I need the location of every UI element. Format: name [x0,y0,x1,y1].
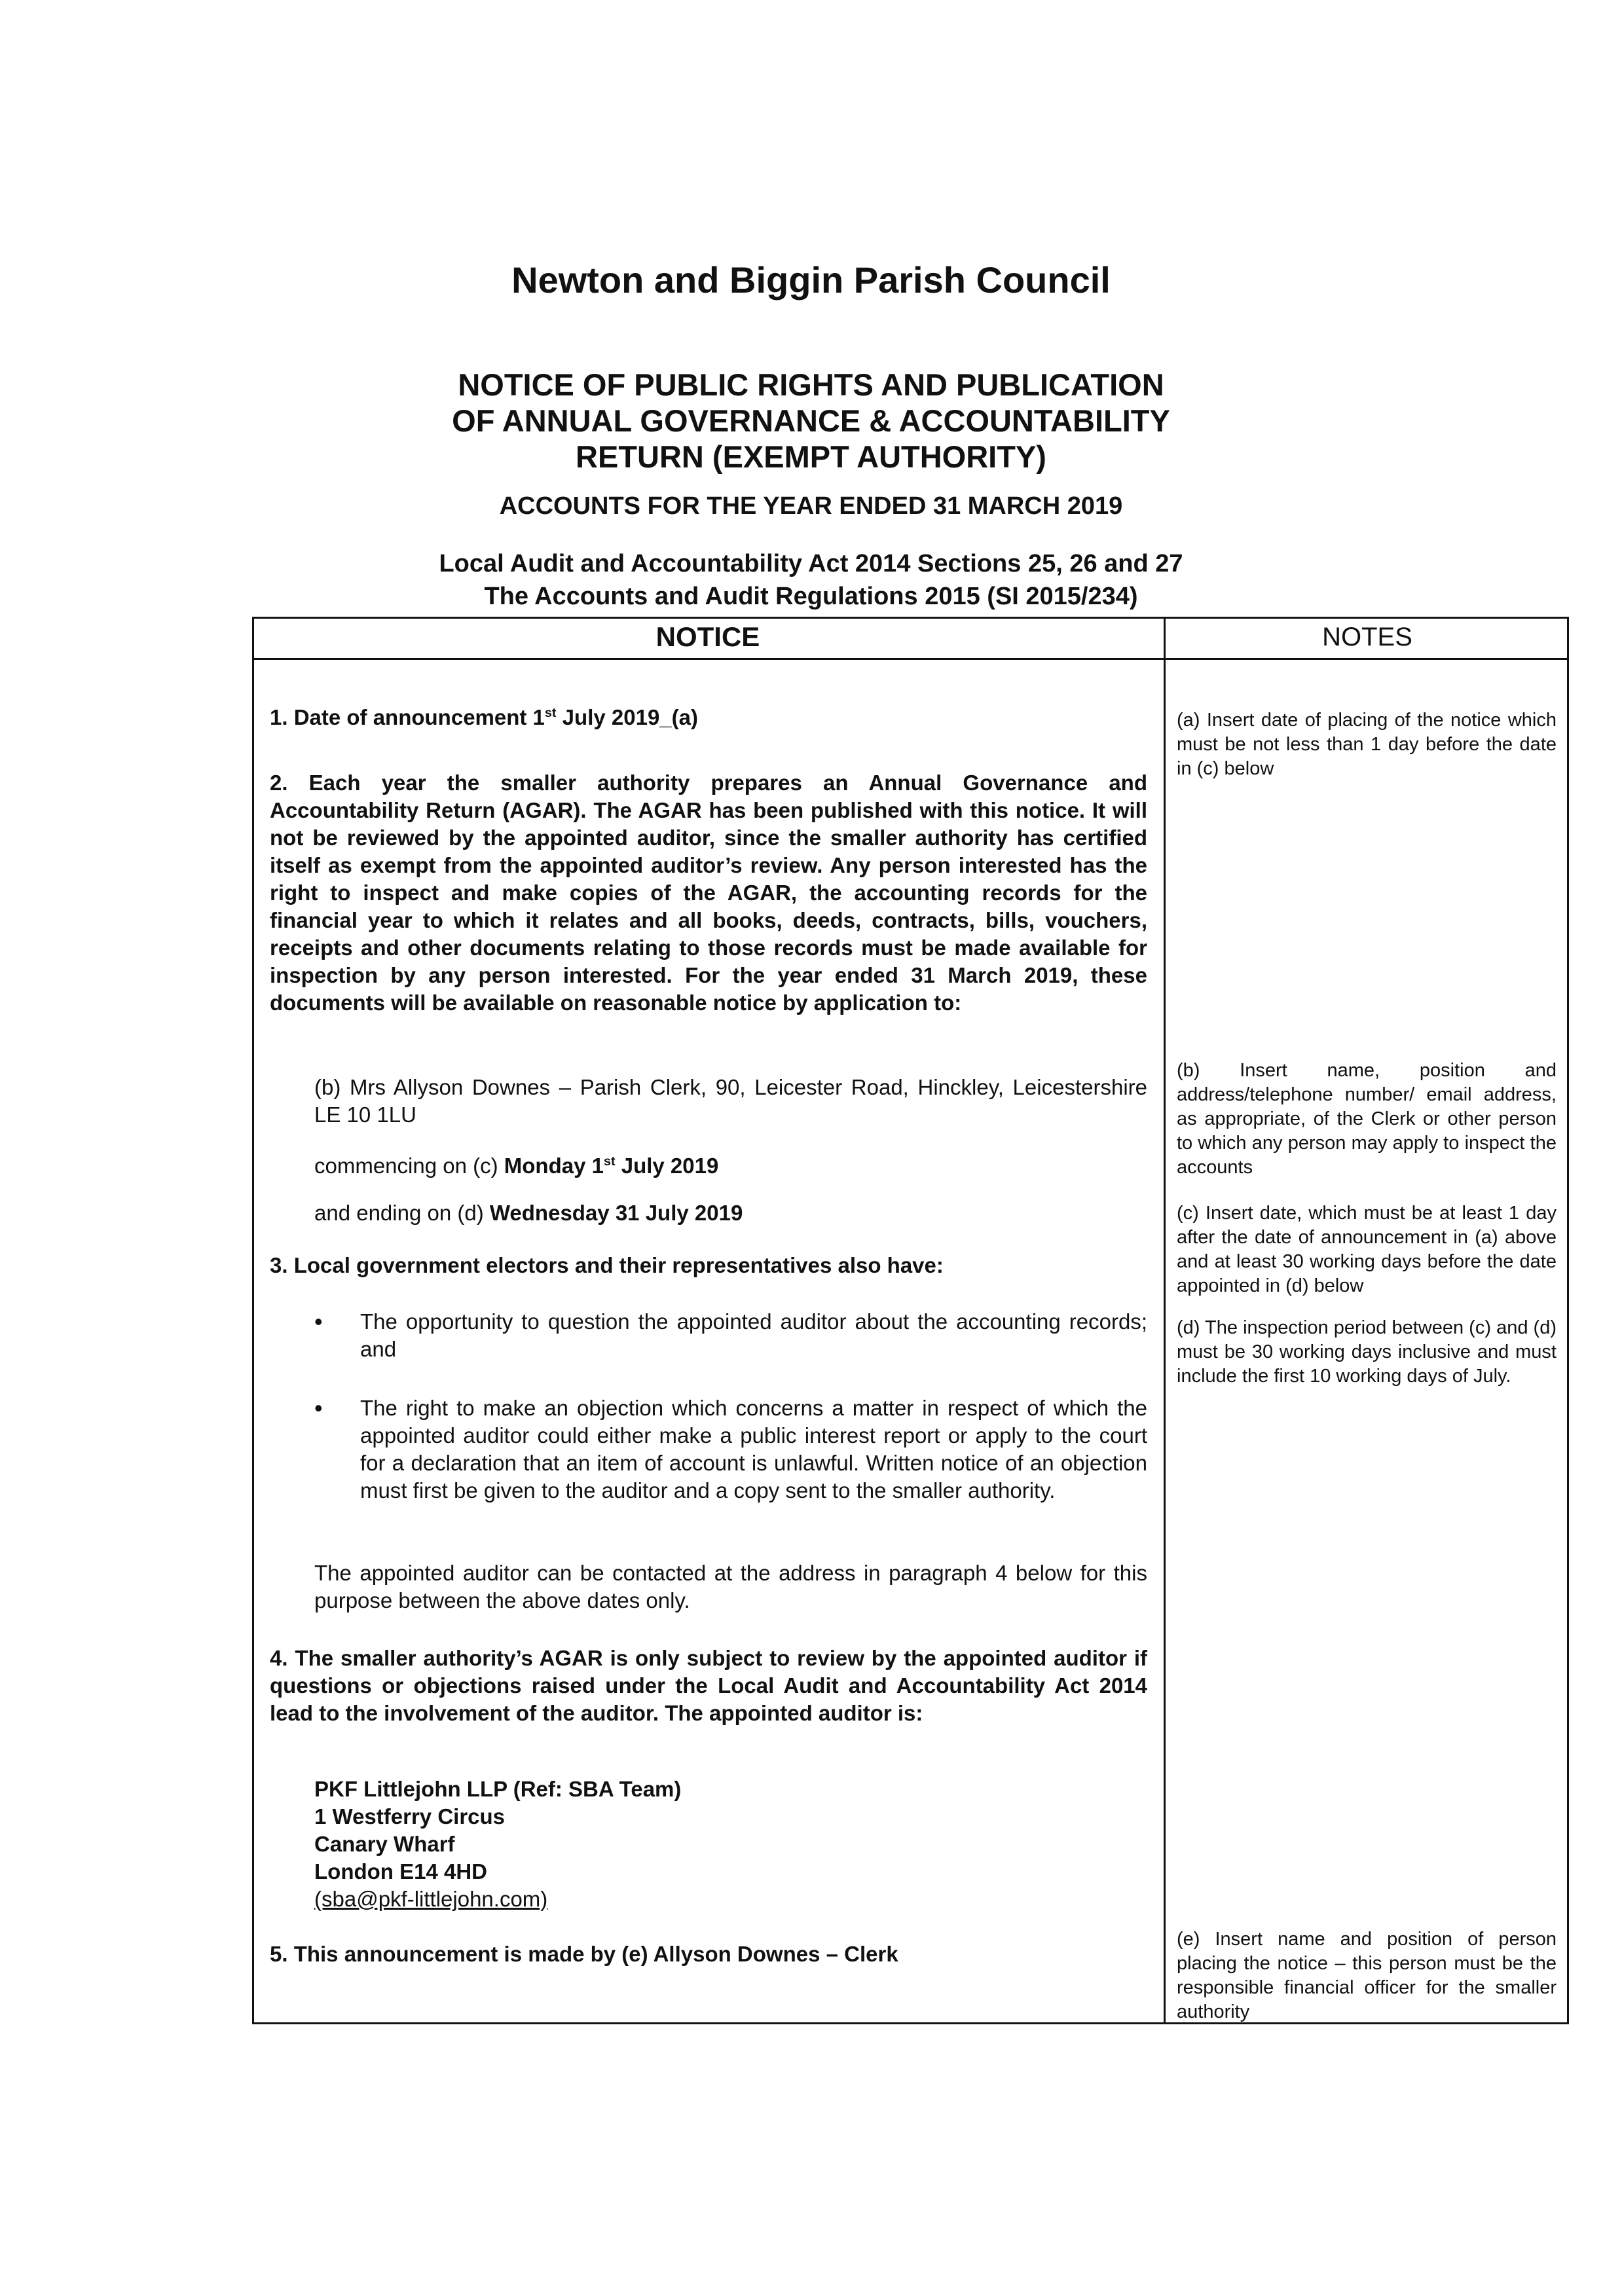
auditor-contact-note: The appointed auditor can be contacted at the address in paragraph 4 below for this purpose between the above dates only. [314,1561,1147,1613]
ending-line: and ending on (d) Wednesday 31 July 2019 [314,1201,743,1225]
paragraph-3: 3. Local government electors and their representatives also have: [270,1253,944,1277]
bullet-icon: • [314,1394,323,1421]
note-d: (d) The inspection period between (c) and (d) must be 30 working days inclusive and must include the first 10 working days of July. [1177,1317,1557,1387]
note-c: (c) Insert date, which must be at least 1 day after the date of announcement in (a) above and at least 30 working days before the date appointed in (d) below [1177,1203,1557,1296]
paragraph-5: 5. This announcement is made by (e) Allyson Downes – Clerk [270,1942,898,1966]
accounts-year-line: ACCOUNTS FOR THE YEAR ENDED 31 MARCH 2019 [499,492,1123,520]
note-b: (b) Insert name, position and address/telephone number/ email address, as appropriate, of the Clerk or other person to which any person may apply to inspect the accounts [1177,1060,1557,1178]
notice-title-line-2: OF ANNUAL GOVERNANCE & ACCOUNTABILITY [452,403,1170,438]
council-name: Newton and Biggin Parish Council [511,259,1111,301]
paragraph-1-date: 1. Date of announcement 1st July 2019_(a) [270,705,698,729]
act-reference: Local Audit and Accountability Act 2014 Sections 25, 26 and 27 [439,550,1183,577]
auditor-address-line: PKF Littlejohn LLP (Ref: SBA Team) [314,1777,682,1801]
commencing-line: commencing on (c) Monday 1st July 2019 [314,1154,719,1178]
auditor-address-line: Canary Wharf [314,1832,455,1856]
notice-column-heading: NOTICE [655,621,760,652]
column-divider [1164,617,1166,2024]
paragraph-4: 4. The smaller authority’s AGAR is only subject to review by the appointed auditor if questions or objections raised under the Local Audit and Accountability Act 2014 lead to the involvement of the auditor. The appointed auditor is: [270,1646,1147,1725]
inspection-contact: (b) Mrs Allyson Downes – Parish Clerk, 90, Leicester Road, Hinckley, Leicestershire LE 10 1LU [314,1075,1147,1127]
auditor-address [314,1776,1147,1913]
auditor-email-link[interactable]: (sba@pkf-littlejohn.com) [314,1887,548,1911]
paragraph-2: 2. Each year the smaller authority prepares an Annual Governance and Accountability Return (AGAR). The AGAR has been published with this notice. It will not be reviewed by the appointed auditor, since the smaller authority has certified itself as exempt from the appointed auditor’s review. Any person interested has the right to inspect and make copies of the AGAR, the accounting records for the financial year to which it relates and all books, deeds, contracts, bills, vouchers, receipts and other documents relating to those records must be made available for inspection by any person interested. For the year ended 31 March 2019, these documents will be available on reasonable notice by application to: [270,771,1147,1015]
bullet-question-auditor: The opportunity to question the appointed auditor about the accounting records; and [360,1309,1147,1361]
auditor-address-line: 1 Westferry Circus [314,1804,506,1829]
note-a: (a) Insert date of placing of the notice which must be not less than 1 day before the date in (c) below [1177,710,1557,779]
note-e: (e) Insert name and position of person placing the notice – this person must be the responsible financial officer for the smaller authority [1177,1929,1557,2022]
bullet-objection: The right to make an objection which concerns a matter in respect of which the appointed auditor could either make a public interest report or apply to the court for a declaration that an item of account is unlawful. Written notice of an objection must first be given to the auditor and a copy sent to the smaller authority. [360,1396,1147,1503]
header-divider [252,658,1569,660]
bullet-icon: • [314,1308,323,1335]
notice-title-line-1: NOTICE OF PUBLIC RIGHTS AND PUBLICATION [458,367,1164,402]
notes-column-heading: NOTES [1322,623,1412,651]
regulations-reference: The Accounts and Audit Regulations 2015 (SI 2015/234) [484,583,1138,610]
auditor-address-line: London E14 4HD [314,1859,488,1884]
notice-title-line-3: RETURN (EXEMPT AUTHORITY) [576,439,1046,474]
